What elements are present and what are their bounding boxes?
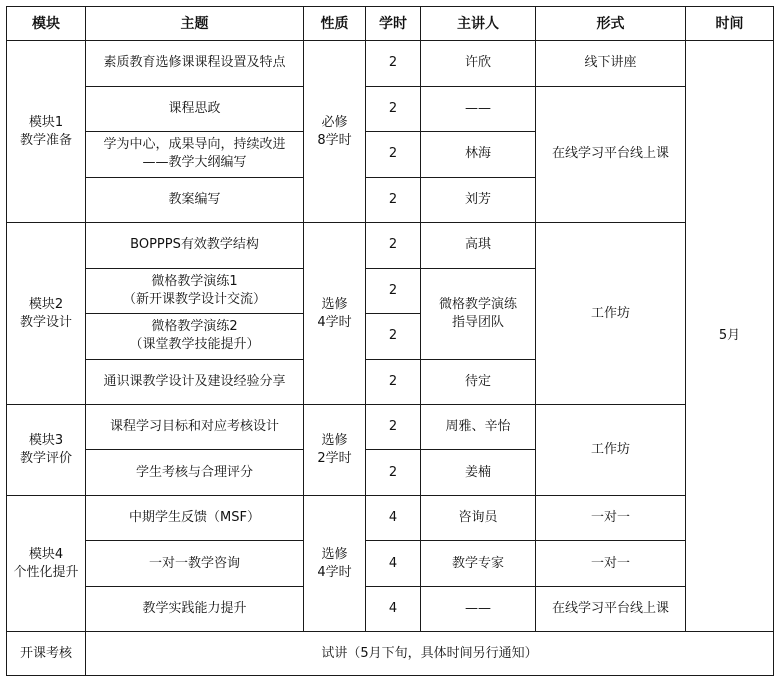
- header-module: 模块: [7, 7, 86, 41]
- time-cell: 5月: [686, 41, 774, 632]
- course-schedule-table: [6, 6, 774, 676]
- exam-label: 开课考核: [7, 632, 86, 676]
- speaker-cell: 待定: [421, 359, 536, 404]
- header-row: [7, 7, 774, 41]
- table-row: [7, 223, 774, 268]
- table-row: [7, 495, 774, 540]
- speaker-cell: ——: [421, 586, 536, 631]
- nature-cell: 选修 2学时: [304, 404, 366, 495]
- nature-cell: 选修 4学时: [304, 223, 366, 405]
- hours-cell: 2: [366, 86, 421, 131]
- exam-content: 试讲（5月下旬，具体时间另行通知）: [86, 632, 774, 676]
- hours-cell: 4: [366, 541, 421, 586]
- topic-cell: 课程学习目标和对应考核设计: [86, 404, 304, 449]
- form-cell: 在线学习平台线上课: [536, 586, 686, 631]
- nature-cell: 选修 4学时: [304, 495, 366, 631]
- speaker-cell: 许欣: [421, 41, 536, 86]
- hours-cell: 4: [366, 495, 421, 540]
- hours-cell: 2: [366, 268, 421, 313]
- speaker-cell: 刘芳: [421, 177, 536, 222]
- nature-cell: 必修 8学时: [304, 41, 366, 223]
- hours-cell: 4: [366, 586, 421, 631]
- hours-cell: 2: [366, 223, 421, 268]
- header-nature: 性质: [304, 7, 366, 41]
- form-cell: 一对一: [536, 541, 686, 586]
- speaker-cell: 教学专家: [421, 541, 536, 586]
- topic-cell: BOPPPS有效教学结构: [86, 223, 304, 268]
- topic-cell: 教案编写: [86, 177, 304, 222]
- exam-row: [7, 632, 774, 676]
- form-cell: 在线学习平台线上课: [536, 86, 686, 222]
- header-time: 时间: [686, 7, 774, 41]
- hours-cell: 2: [366, 314, 421, 359]
- hours-cell: 2: [366, 132, 421, 177]
- speaker-cell: 咨询员: [421, 495, 536, 540]
- speaker-cell: 周雅、辛怡: [421, 404, 536, 449]
- table-row: [7, 541, 774, 586]
- topic-cell: 学为中心，成果导向，持续改进 ——教学大纲编写: [86, 132, 304, 177]
- form-cell: 工作坊: [536, 404, 686, 495]
- header-form: 形式: [536, 7, 686, 41]
- speaker-cell: 林海: [421, 132, 536, 177]
- topic-cell: 学生考核与合理评分: [86, 450, 304, 495]
- header-hours: 学时: [366, 7, 421, 41]
- form-cell: 线下讲座: [536, 41, 686, 86]
- topic-cell: 通识课教学设计及建设经验分享: [86, 359, 304, 404]
- topic-cell: 中期学生反馈（MSF）: [86, 495, 304, 540]
- topic-cell: 一对一教学咨询: [86, 541, 304, 586]
- module-cell: 模块3 教学评价: [7, 404, 86, 495]
- topic-cell: 微格教学演练2 （课堂教学技能提升）: [86, 314, 304, 359]
- module-cell: 模块4 个性化提升: [7, 495, 86, 631]
- hours-cell: 2: [366, 450, 421, 495]
- header-speaker: 主讲人: [421, 7, 536, 41]
- table-row: [7, 41, 774, 86]
- hours-cell: 2: [366, 177, 421, 222]
- header-topic: 主题: [86, 7, 304, 41]
- speaker-cell: ——: [421, 86, 536, 131]
- topic-cell: 素质教育选修课课程设置及特点: [86, 41, 304, 86]
- table-row: [7, 86, 774, 131]
- topic-cell: 微格教学演练1 （新开课教学设计交流）: [86, 268, 304, 313]
- module-cell: 模块1 教学准备: [7, 41, 86, 223]
- form-cell: 工作坊: [536, 223, 686, 405]
- table-row: [7, 404, 774, 449]
- hours-cell: 2: [366, 404, 421, 449]
- topic-cell: 教学实践能力提升: [86, 586, 304, 631]
- hours-cell: 2: [366, 41, 421, 86]
- module-cell: 模块2 教学设计: [7, 223, 86, 405]
- topic-cell: 课程思政: [86, 86, 304, 131]
- speaker-cell: 姜楠: [421, 450, 536, 495]
- table-row: [7, 586, 774, 631]
- hours-cell: 2: [366, 359, 421, 404]
- speaker-cell: 高琪: [421, 223, 536, 268]
- form-cell: 一对一: [536, 495, 686, 540]
- speaker-cell: 微格教学演练 指导团队: [421, 268, 536, 359]
